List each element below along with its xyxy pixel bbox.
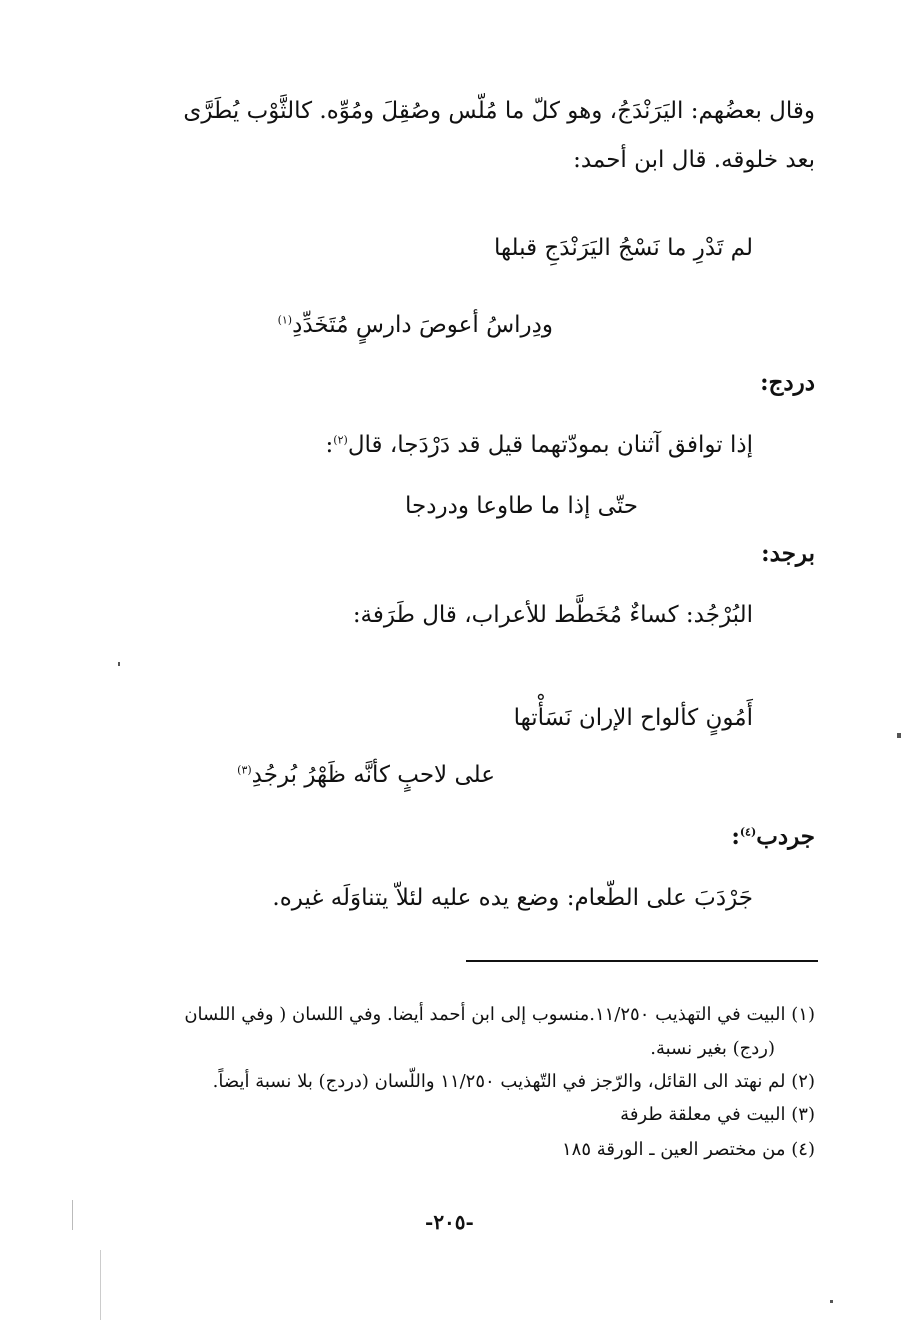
heading-jardab-colon: : (731, 823, 740, 850)
verse1-hemistich2 (278, 310, 553, 340)
para1-line1: وقال بعضُهم: اليَرَنْدَجُ، وهو كلّ ما مُلّس وصُقِلَ ومُوِّه. كالثَّوْب يُطَرَّى (183, 98, 815, 124)
footnote-4-number: (٤) (791, 1139, 815, 1160)
footnote-2 (213, 1070, 815, 1094)
burjud-verse-line2-text: على لاحبٍ كأنَّه ظَهْرُ بُرجُدِ (251, 762, 495, 788)
footnote-ref-1: (١) (277, 313, 293, 327)
verse1-hemistich1: لم تَدْرِ ما نَسْجُ اليَرَنْدَجِ قبلها (493, 235, 753, 261)
dardaj-text-body: إذا توافق آثنان بمودّتهما قيل قد دَرْدَجا، قال (347, 432, 753, 458)
heading-dardaj: دردج: (760, 369, 815, 396)
footnote-1-continuation: (ردج) بغير نسبة. (650, 1038, 775, 1059)
footnote-4 (562, 1138, 815, 1162)
footnote-3-number: (٣) (791, 1104, 815, 1125)
burjud-verse-line1: أَمُونٍ كألواح الإران نَسَأْتها (513, 705, 753, 731)
footnote-ref-2: (٢) (333, 433, 348, 447)
scan-speck (830, 1300, 833, 1303)
footnote-ref-3: (٣) (237, 763, 252, 777)
heading-jardab (731, 823, 815, 850)
dardaj-verse: حتّى إذا ما طاوعا ودردجا (405, 493, 638, 519)
footnote-4-text: من مختصر العين ـ الورقة ١٨٥ (562, 1139, 786, 1160)
heading-jardab-text: جردب (756, 823, 815, 850)
footnote-separator (466, 960, 818, 962)
footnote-1-number: (١) (791, 1004, 815, 1025)
dardaj-text (326, 430, 753, 460)
scan-speck (118, 662, 120, 666)
footnote-3-text: البيت في معلقة طرفة (620, 1104, 786, 1125)
burjud-text: البُرْجُد: كساءٌ مُخَطَّط للأعراب، قال طَرَفة: (352, 602, 753, 628)
scan-speck (897, 733, 901, 738)
footnote-1 (184, 1003, 815, 1027)
verse1-hemistich2-text: ودِراسُ أعوصَ دارسٍ مُتَخَدِّدِ (292, 312, 553, 338)
scan-speck (100, 1250, 101, 1320)
jardab-text: جَرْدَبَ على الطّعام: وضع يده عليه لئلاّ يتناوَلَه غيره. (272, 885, 753, 911)
footnote-2-text: لم نهتد الى القائل، والرّجز في التّهذيب ١١/٢٥٠ واللّسان (دردج) بلا نسبة أيضاً. (212, 1071, 786, 1092)
footnote-2-number: (٢) (791, 1071, 815, 1092)
scan-speck (72, 1200, 73, 1230)
dardaj-text-colon: : (325, 432, 334, 458)
page-number: -٢٠٥- (425, 1210, 474, 1234)
heading-burjud: برجد: (761, 540, 815, 567)
footnote-ref-4: (٤) (739, 825, 757, 839)
footnote-3 (620, 1103, 815, 1127)
footnote-1-text: البيت في التهذيب ١١/٢٥٠.منسوب إلى ابن أحمد أيضا. وفي اللسان ( وفي اللسان (184, 1004, 786, 1025)
burjud-verse-line2 (237, 760, 495, 790)
para1-line2: بعد خلوقه. قال ابن أحمد: (573, 147, 815, 173)
